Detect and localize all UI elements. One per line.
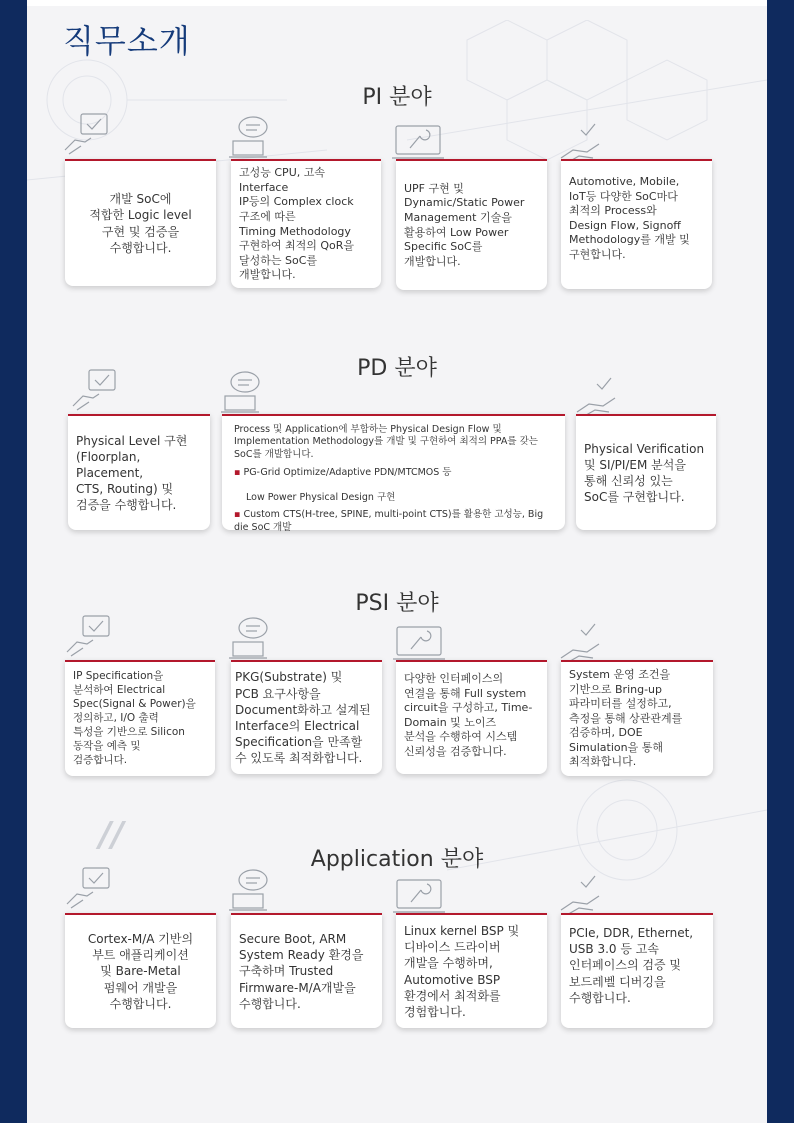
psi-card-4 <box>561 660 713 776</box>
card-bullet: ▪ Custom CTS(H-tree, SPINE, multi-point CTS)를 활용한 고성능, Big die SoC 개발 <box>234 509 553 534</box>
hand-check-icon <box>557 874 609 918</box>
pd-card-2 <box>222 414 565 533</box>
card-sub-text: Low Power Physical Design 구현 <box>246 492 396 504</box>
pi-card-3 <box>396 159 547 290</box>
card-text: IP Specification을 분석하여 Electrical Spec(Signal & Power)을 정의하고, I/O 출력 특성을 기반으로 Silicon 동작을 예측 및 검증합니다. <box>73 670 196 766</box>
card-text: PCIe, DDR, Ethernet, USB 3.0 등 고속 인터페이스의 검증 및 보드레벨 디버깅을 수행합니다. <box>569 926 694 1005</box>
app-card-3 <box>396 913 547 1028</box>
clipboard-hand-icon <box>61 112 113 156</box>
card-text: Automotive, Mobile, IoT등 다양한 SoC마다 최적의 Process와 Design Flow, Signoff Methodology를 개발 및 구현합니다. <box>569 175 690 261</box>
pi-card-4 <box>561 159 712 289</box>
speech-laptop-icon <box>217 370 269 414</box>
card-text: Physical Verification 및 SI/PI/EM 분석을 통해 신뢰성 있는 SoC를 구현합니다. <box>584 441 705 505</box>
card-text: Linux kernel BSP 및 디바이스 드라이버 개발을 수행하며, Automotive BSP 환경에서 최적화를 경험합니다. <box>404 923 520 1019</box>
speech-laptop-icon <box>225 115 277 159</box>
card-text: Physical Level 구현 (Floorplan, Placement, CTS, Routing) 및 검증을 수행합니다. <box>76 433 188 513</box>
card-text: System 운영 조건을 기반으로 Bring-up 파라미터를 설정하고, 측정을 통해 상관관계를 검증하며, DOE Simulation을 통해 최적화합니다. <box>569 668 683 769</box>
speech-laptop-icon <box>225 616 277 660</box>
app-card-4 <box>561 913 713 1028</box>
speech-laptop-icon <box>225 868 277 912</box>
psi-card-1 <box>65 660 215 776</box>
card-text: Secure Boot, ARM System Ready 환경을 구축하며 Trusted Firmware-M/A개발을 수행합니다. <box>239 932 364 1011</box>
app-card-2 <box>231 913 382 1028</box>
top-band <box>27 0 767 6</box>
card-bullet: ▪ PG-Grid Optimize/Adaptive PDN/MTCMOS 등 <box>234 467 451 479</box>
page-title: 직무소개 <box>63 22 191 60</box>
section-title-pd: PD 분야 <box>357 356 437 381</box>
clipboard-hand-icon <box>63 614 115 658</box>
psi-card-2 <box>231 660 382 774</box>
pi-card-2 <box>231 159 381 288</box>
pi-card-1 <box>65 159 216 286</box>
section-title-pi: PI 분야 <box>362 85 432 110</box>
card-text: PKG(Substrate) 및 PCB 요구사항을 Document화하고 설계된 Interface의 Electrical Specification을 만족할 수 있도록 최적화합니다. <box>235 670 371 766</box>
card-text: 개발 SoC에 적합한 Logic level 구현 및 검증을 수행합니다. <box>89 192 192 255</box>
card-text: UPF 구현 및 Dynamic/Static Power Management 기술을 활용하여 Low Power Specific SoC를 개발합니다. <box>404 181 525 268</box>
psi-card-3 <box>396 660 547 774</box>
card-text: 고성능 CPU, 고속 Interface IP등의 Complex clock 구조에 따른 Timing Methodology 구현하여 최적의 QoR을 달성하는 SoC를 개발합니다. <box>239 166 355 282</box>
section-title-application: Application 분야 <box>310 847 484 872</box>
pd-card-3 <box>576 414 716 530</box>
pd-card-1 <box>68 414 210 530</box>
app-card-1 <box>65 913 216 1028</box>
section-title-psi: PSI 분야 <box>355 591 439 616</box>
card-text: 다양한 인터페이스의 연결을 통해 Full system circuit을 구성하고, Time- Domain 및 노이즈 분석을 수행하여 시스템 신뢰성을 검증합니다. <box>404 672 533 758</box>
clipboard-hand-icon <box>63 866 115 910</box>
decor-quote-mark: // <box>99 815 124 855</box>
card-intro-text: Process 및 Application에 부합하는 Physical Design Flow 및 Implementation Methodology를 개발 및 구현하여 최적의 PPA를 갖는 SoC를 개발합니다. <box>234 424 538 460</box>
page <box>27 0 767 1123</box>
card-text: Cortex-M/A 기반의 부트 애플리케이션 및 Bare-Metal 펌웨어 개발을 수행합니다. <box>87 932 194 1011</box>
clipboard-hand-icon <box>69 368 121 412</box>
